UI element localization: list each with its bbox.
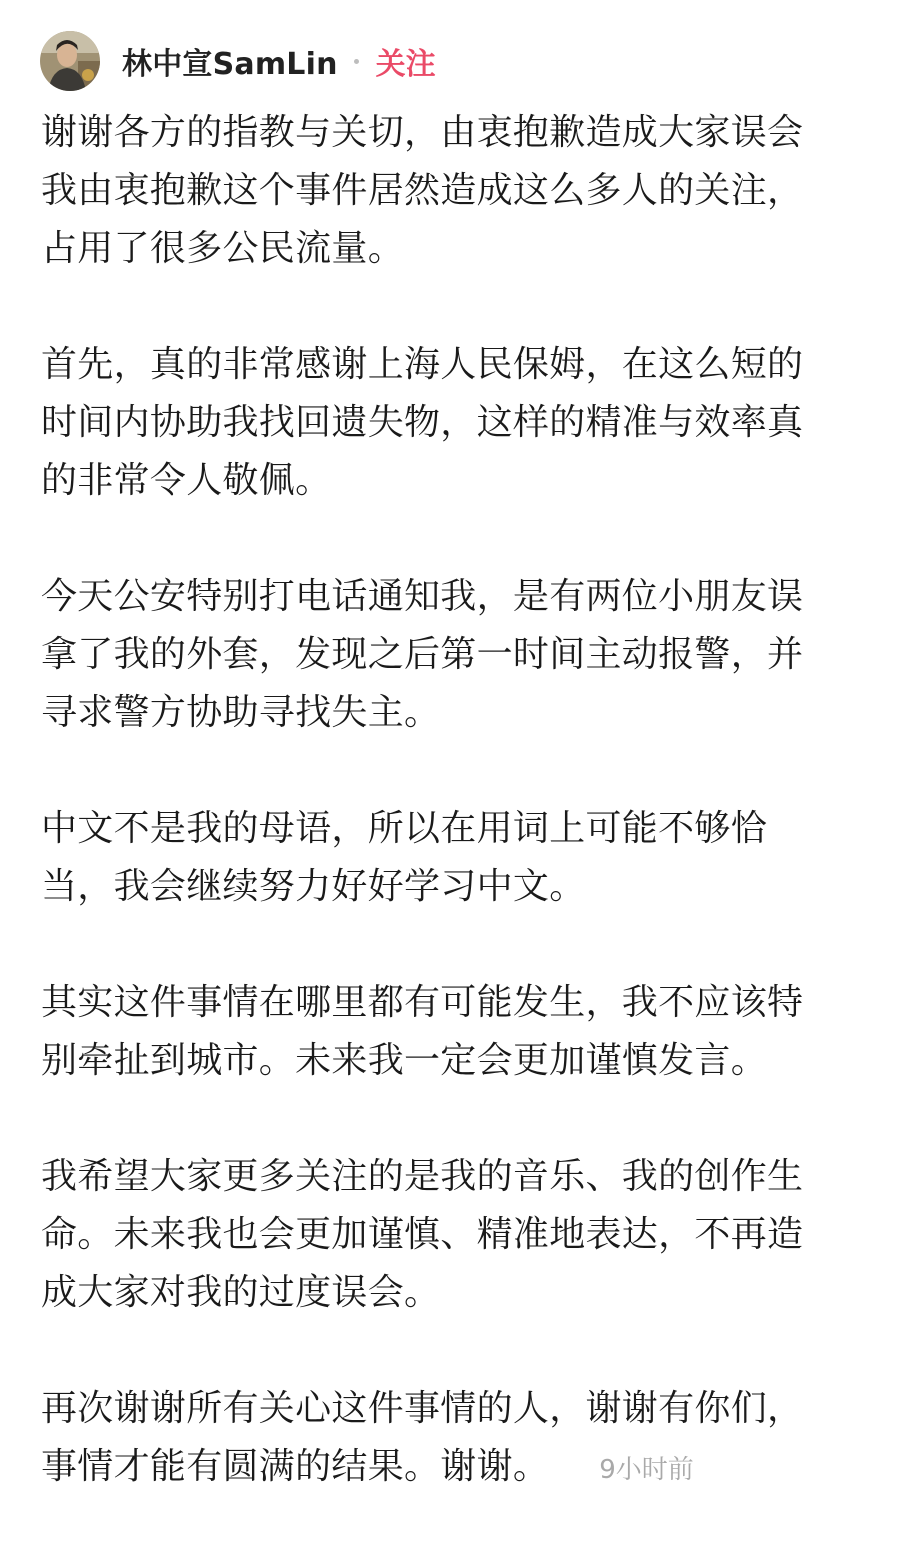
- paragraph: [41, 568, 861, 742]
- text-line: 今天公安特别打电话通知我，是有两位小朋友误: [41, 576, 804, 617]
- text-line: 再次谢谢所有关心这件事情的人，谢谢有你们，: [41, 1388, 804, 1429]
- separator-dot: [354, 59, 359, 64]
- post-body: [41, 104, 861, 1496]
- text-line: 命。未来我也会更加谨慎、精准地表达，不再造: [41, 1214, 804, 1255]
- text-line: 的非常令人敬佩。: [41, 460, 332, 501]
- text-line: 寻求警方协助寻找失主。: [41, 692, 441, 733]
- paragraph: [41, 1148, 861, 1322]
- text-line: 中文不是我的母语，所以在用词上可能不够恰: [41, 808, 768, 849]
- text-line: 别牵扯到城市。未来我一定会更加谨慎发言。: [41, 1040, 768, 1081]
- paragraph: [41, 1380, 861, 1496]
- text-line-content: 事情才能有圆满的结果。谢谢。: [41, 1446, 550, 1487]
- text-line: 时间内协助我找回遗失物，这样的精准与效率真: [41, 402, 804, 443]
- text-line: 我由衷抱歉这个事件居然造成这么多人的关注，: [41, 170, 804, 211]
- post-header: [40, 30, 436, 92]
- username[interactable]: 林中宣SamLin: [122, 47, 338, 82]
- text-line: 成大家对我的过度误会。: [41, 1272, 441, 1313]
- paragraph: [41, 974, 861, 1090]
- text-line: 谢谢各方的指教与关切，由衷抱歉造成大家误会: [41, 112, 804, 153]
- avatar-image: [40, 31, 100, 91]
- text-line: 其实这件事情在哪里都有可能发生，我不应该特: [41, 982, 804, 1023]
- text-line: 当，我会继续努力好好学习中文。: [41, 866, 586, 907]
- text-line: 首先，真的非常感谢上海人民保姆，在这么短的: [41, 344, 804, 385]
- avatar[interactable]: [40, 31, 100, 91]
- paragraph: [41, 104, 861, 278]
- paragraph: [41, 336, 861, 510]
- follow-button[interactable]: 关注: [375, 47, 436, 82]
- text-line: 拿了我的外套，发现之后第一时间主动报警，并: [41, 634, 804, 675]
- paragraph: [41, 800, 861, 916]
- post-timestamp: 9小时前: [599, 1455, 694, 1485]
- text-line-final: [41, 1438, 861, 1496]
- text-line: 占用了很多公民流量。: [41, 228, 405, 269]
- text-line: 我希望大家更多关注的是我的音乐、我的创作生: [41, 1156, 804, 1197]
